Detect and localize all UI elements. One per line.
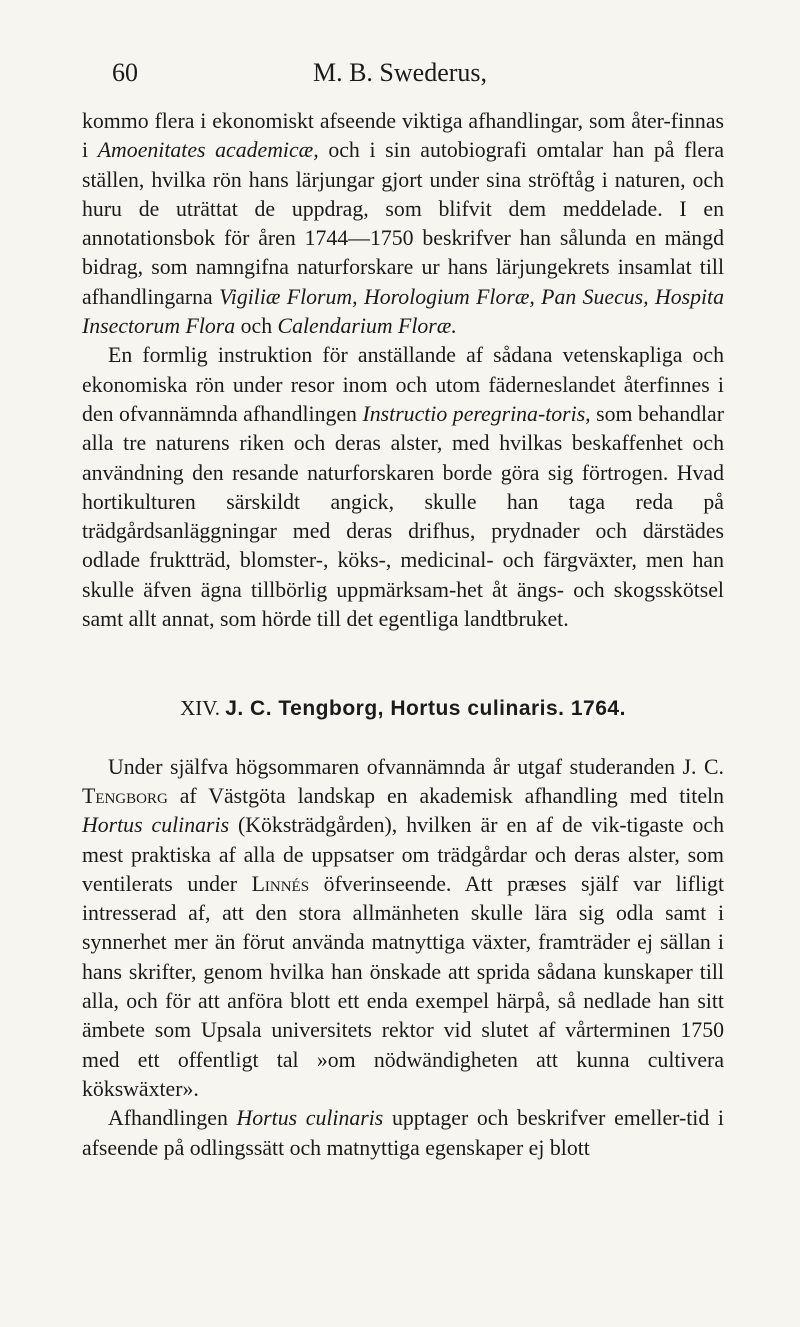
text-run: En formlig instruktion för anställande af sådana vetenskapliga och ekonomiska rön under resor inom och utom fäderneslandet återfinnes i den ofvannämnda afhandlingen xyxy=(82,343,724,426)
section-heading xyxy=(82,694,724,723)
small-caps-name: Tengborg xyxy=(82,783,168,808)
text-run: af Västgöta landskap en akademisk afhandling med titeln xyxy=(167,783,724,808)
text-run: och i sin autobiografi omtalar han på flera ställen, hvilka rön hans lärjungar gjort under sina ströftåg i naturen, och huru de uträttat de uppdrag, som blifvit dem meddelade. I en annotationsbok för åren 1744—1750 beskrifver han sålunda en mängd bidrag, som namngifna naturforskare ur hans lärjungekrets insamlat till afhandlingarna xyxy=(82,138,725,309)
running-head xyxy=(82,58,718,88)
italic-title: Hortus culinaris xyxy=(82,813,230,838)
paragraph-1 xyxy=(82,107,724,341)
text-run: öfverinseende. Att præses själf var lifligt intresserad af, att den stora allmänheten skulle lära sig odla samt i synnerhet mer än förut använda matnyttiga växter, framträder ej sällan i hans skrifter, genom hvilka han önskade att sprida sådana kunskaper till alla, och för att anföra blott ett enda exempel härpå, så nedlade han sitt ämbete som Upsala universitets rektor vid slutet af vårterminen 1750 med ett offentligt tal »om nödwändigheten att kunna cultivera kökswäxter». xyxy=(82,871,725,1101)
page-number: 60 xyxy=(112,58,138,87)
italic-title: Vigiliæ Florum, Horologium Floræ, Pan Suecus, Hospita Insectorum Flora xyxy=(82,284,724,339)
running-title: M. B. Swederus, xyxy=(312,58,488,87)
italic-title: Hortus culinaris xyxy=(236,1106,384,1131)
section-title: J. C. Tengborg, Hortus culinaris. 1764. xyxy=(225,697,626,721)
text-run: som behandlar alla tre naturens riken och deras alster, med hvilkas beskaffenhet och användning den resande naturforskaren borde göra sig förtrogen. Hvad hortikulturen särskildt angick, skulle han taga reda på trädgårdsanläggningar med deras drifhus, prydnader och därstädes odlade fruktträd, blomster-, köks-, medicinal- och färgväxter, men han skulle äfven ägna tillbörlig uppmärksam-het åt ängs- och skogsskötsel samt allt annat, som hörde till det egentliga landtbruket. xyxy=(82,401,724,632)
italic-title: Calendarium Floræ. xyxy=(277,314,457,339)
section-number: XIV. xyxy=(180,696,220,721)
text-run: Afhandlingen xyxy=(108,1106,237,1131)
text-run: Under själfva högsommaren ofvannämnda år utgaf studeranden J. C. xyxy=(108,754,724,779)
paragraph-2 xyxy=(82,341,724,634)
italic-title: Amoenitates academicæ, xyxy=(97,138,319,163)
italic-title: Instructio peregrina-toris, xyxy=(362,401,591,426)
text-run: och xyxy=(235,314,278,339)
body-text xyxy=(82,107,724,1163)
paragraph-3 xyxy=(82,753,724,1105)
text-run: kommo flera i ekonomiskt afseende viktiga afhandlingar, som åter-finnas i xyxy=(82,109,724,163)
paragraph-4 xyxy=(82,1104,724,1163)
small-caps-name: Linnés xyxy=(251,871,310,896)
text-run: (Köksträdgården), hvilken är en af de vik-tigaste och mest praktiska af alla de uppsatser om trädgårdar och deras alster, som ventilerats under xyxy=(82,813,724,896)
text-run: upptager och beskrifver emeller-tid i afseende på odlingssätt och matnyttiga egenskaper ej blott xyxy=(82,1106,724,1160)
